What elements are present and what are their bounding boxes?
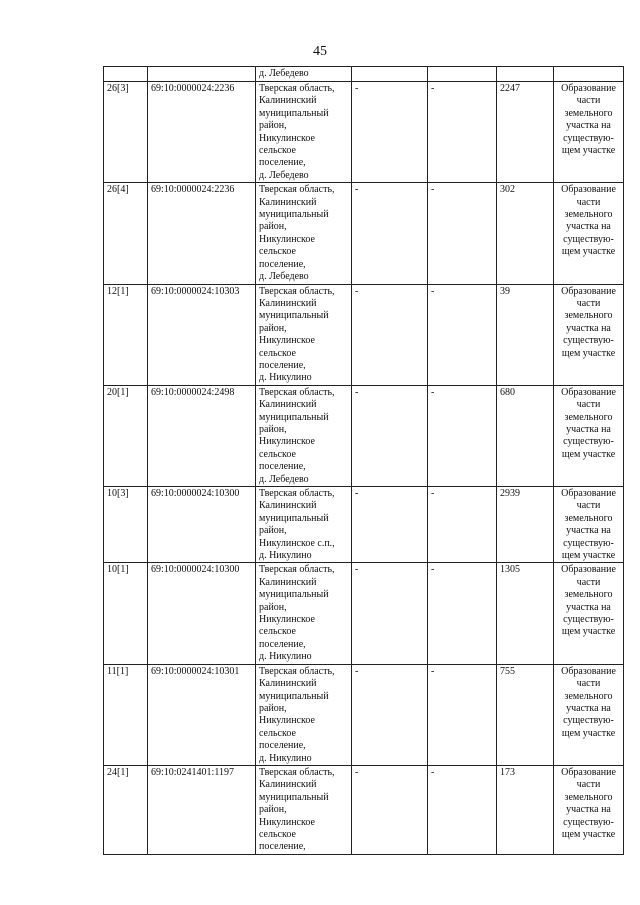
table-body xyxy=(104,67,624,855)
cell-purpose xyxy=(554,284,624,385)
cell-number: 24[1] xyxy=(104,765,148,854)
purpose-line: существую- xyxy=(563,537,614,549)
cell-number: 20[1] xyxy=(104,385,148,486)
cell-cadastral xyxy=(148,67,256,82)
address-line: Никулинское xyxy=(259,335,315,347)
address-line: Калининский xyxy=(259,196,317,208)
purpose-line: Образование xyxy=(561,665,616,677)
address-line: Тверская область, xyxy=(259,665,335,677)
address-line: поселение, xyxy=(259,359,306,371)
purpose-line: участка на xyxy=(566,221,611,233)
address-line: Никулинское xyxy=(259,614,315,626)
cell-area: 173 xyxy=(497,765,554,854)
page-number: 45 xyxy=(313,44,327,59)
address-line: Никулинское xyxy=(259,233,315,245)
address-line: д. Никулино xyxy=(259,372,312,384)
cell-col4: - xyxy=(352,563,428,664)
address-line: д. Лебедево xyxy=(259,473,309,485)
cell-col5: - xyxy=(428,487,497,563)
purpose-line: участка на xyxy=(566,525,611,537)
table-row xyxy=(104,563,624,664)
purpose-line: щем участке xyxy=(561,727,616,739)
purpose-line: участка на xyxy=(566,423,611,435)
address-line: сельское xyxy=(259,828,296,840)
purpose-line: части xyxy=(576,297,601,309)
address-line: район, xyxy=(259,525,287,537)
purpose-line: части xyxy=(576,95,601,107)
address-line: муниципальный xyxy=(259,791,329,803)
purpose-line: существую- xyxy=(563,715,614,727)
cell-address xyxy=(256,563,352,664)
cell-purpose xyxy=(554,385,624,486)
cell-cadastral: 69:10:0000024:2236 xyxy=(148,82,256,183)
cell-cadastral: 69:10:0241401:1197 xyxy=(148,765,256,854)
purpose-line: земельного xyxy=(564,690,613,702)
cell-cadastral: 69:10:0000024:10300 xyxy=(148,487,256,563)
cell-address xyxy=(256,765,352,854)
table-row xyxy=(104,82,624,183)
purpose-line: земельного xyxy=(564,791,613,803)
purpose-line: существую- xyxy=(563,436,614,448)
address-line: Калининский xyxy=(259,399,317,411)
cell-area: 1305 xyxy=(497,563,554,664)
address-line: муниципальный xyxy=(259,589,329,601)
address-line: Никулинское xyxy=(259,816,315,828)
cell-number: 10[3] xyxy=(104,487,148,563)
cell-purpose xyxy=(554,664,624,765)
purpose-line: земельного xyxy=(564,310,613,322)
address-line: Никулинское с.п., xyxy=(259,537,335,549)
cell-purpose xyxy=(554,67,624,82)
cell-col4: - xyxy=(352,183,428,284)
cell-col5: - xyxy=(428,664,497,765)
address-line: Никулинское xyxy=(259,436,315,448)
purpose-line: Образование xyxy=(561,184,616,196)
address-line: поселение, xyxy=(259,461,306,473)
address-line: поселение, xyxy=(259,157,306,169)
purpose-line: Образование xyxy=(561,488,616,499)
address-line: район, xyxy=(259,601,287,613)
address-line: муниципальный xyxy=(259,690,329,702)
purpose-line: существую- xyxy=(563,335,614,347)
cell-col5: - xyxy=(428,82,497,183)
purpose-line: части xyxy=(576,500,601,512)
purpose-line: земельного xyxy=(564,512,613,524)
address-line: поселение, xyxy=(259,258,306,270)
cell-col5: - xyxy=(428,183,497,284)
purpose-line: участка на xyxy=(566,804,611,816)
cell-number: 12[1] xyxy=(104,284,148,385)
table-row xyxy=(104,765,624,854)
cell-number: 11[1] xyxy=(104,664,148,765)
table-row xyxy=(104,487,624,563)
purpose-line: существую- xyxy=(563,614,614,626)
purpose-line: земельного xyxy=(564,411,613,423)
cell-address: д. Лебедево xyxy=(256,67,352,82)
cell-purpose xyxy=(554,765,624,854)
purpose-line: существую- xyxy=(563,816,614,828)
address-line: район, xyxy=(259,221,287,233)
address-line: Калининский xyxy=(259,95,317,107)
purpose-line: участка на xyxy=(566,322,611,334)
address-line: Калининский xyxy=(259,500,317,512)
purpose-line: Образование xyxy=(561,564,616,576)
purpose-line: щем участке xyxy=(561,448,616,460)
purpose-line: Образование xyxy=(561,766,616,778)
cell-col4: - xyxy=(352,82,428,183)
purpose-line: части xyxy=(576,576,601,588)
purpose-line: земельного xyxy=(564,107,613,119)
cell-area: 2939 xyxy=(497,487,554,563)
cell-purpose xyxy=(554,183,624,284)
address-line: сельское xyxy=(259,448,296,460)
purpose-line: щем участке xyxy=(561,550,616,562)
table-row xyxy=(104,284,624,385)
cell-purpose xyxy=(554,82,624,183)
purpose-line: щем участке xyxy=(561,828,616,840)
cell-address xyxy=(256,82,352,183)
cell-area: 680 xyxy=(497,385,554,486)
address-line: Тверская область, xyxy=(259,184,335,196)
address-line: сельское xyxy=(259,626,296,638)
cell-area: 755 xyxy=(497,664,554,765)
address-line: муниципальный xyxy=(259,209,329,221)
address-line: сельское xyxy=(259,145,296,157)
cell-address xyxy=(256,664,352,765)
address-line: Тверская область, xyxy=(259,83,335,94)
cell-col5 xyxy=(428,67,497,82)
cell-col4: - xyxy=(352,487,428,563)
address-line: д. Никулино xyxy=(259,651,312,663)
address-line: район, xyxy=(259,120,287,132)
cell-col5: - xyxy=(428,385,497,486)
cell-col4: - xyxy=(352,284,428,385)
cell-cadastral: 69:10:0000024:10301 xyxy=(148,664,256,765)
purpose-line: существую- xyxy=(563,132,614,144)
purpose-line: участка на xyxy=(566,601,611,613)
purpose-line: Образование xyxy=(561,386,616,398)
cell-number xyxy=(104,67,148,82)
purpose-line: щем участке xyxy=(561,626,616,638)
address-line: сельское xyxy=(259,727,296,739)
purpose-line: щем участке xyxy=(561,246,616,258)
address-line: Калининский xyxy=(259,678,317,690)
cell-col5: - xyxy=(428,284,497,385)
address-line: сельское xyxy=(259,347,296,359)
purpose-line: Образование xyxy=(561,83,616,94)
cell-purpose xyxy=(554,487,624,563)
address-line: район, xyxy=(259,804,287,816)
address-line: муниципальный xyxy=(259,411,329,423)
purpose-line: части xyxy=(576,779,601,791)
address-line: Калининский xyxy=(259,576,317,588)
address-line: поселение, xyxy=(259,740,306,752)
address-line: муниципальный xyxy=(259,107,329,119)
purpose-line: земельного xyxy=(564,209,613,221)
land-plots-table xyxy=(103,66,624,855)
purpose-line: части xyxy=(576,196,601,208)
address-line: Тверская область, xyxy=(259,285,335,297)
table-row xyxy=(104,183,624,284)
cell-address xyxy=(256,487,352,563)
cell-col4 xyxy=(352,67,428,82)
table-row-continuation xyxy=(104,67,624,82)
cell-col5: - xyxy=(428,563,497,664)
cell-col4: - xyxy=(352,765,428,854)
address-line: Тверская область, xyxy=(259,766,335,778)
cell-cadastral: 69:10:0000024:2498 xyxy=(148,385,256,486)
cell-address xyxy=(256,385,352,486)
purpose-line: щем участке xyxy=(561,145,616,157)
cell-number: 26[3] xyxy=(104,82,148,183)
cell-number: 10[1] xyxy=(104,563,148,664)
purpose-line: участка на xyxy=(566,702,611,714)
cell-purpose xyxy=(554,563,624,664)
cell-cadastral: 69:10:0000024:10303 xyxy=(148,284,256,385)
purpose-line: земельного xyxy=(564,589,613,601)
purpose-line: участка на xyxy=(566,120,611,132)
cell-area: 302 xyxy=(497,183,554,284)
purpose-line: части xyxy=(576,399,601,411)
cell-col4: - xyxy=(352,385,428,486)
address-line: д. Лебедево xyxy=(259,271,309,283)
address-line: Тверская область, xyxy=(259,564,335,576)
table-row xyxy=(104,385,624,486)
purpose-line: части xyxy=(576,678,601,690)
address-line: Калининский xyxy=(259,779,317,791)
address-line: муниципальный xyxy=(259,310,329,322)
address-line: д. Никулино xyxy=(259,550,312,562)
table-row xyxy=(104,664,624,765)
cell-address xyxy=(256,183,352,284)
cell-area: 39 xyxy=(497,284,554,385)
address-line: Тверская область, xyxy=(259,386,335,398)
cell-cadastral: 69:10:0000024:2236 xyxy=(148,183,256,284)
address-line: д. Лебедево xyxy=(259,169,309,181)
cell-area: 2247 xyxy=(497,82,554,183)
cell-address xyxy=(256,284,352,385)
address-line: сельское xyxy=(259,246,296,258)
cell-area xyxy=(497,67,554,82)
address-line: Никулинское xyxy=(259,132,315,144)
cell-cadastral: 69:10:0000024:10300 xyxy=(148,563,256,664)
address-line: район, xyxy=(259,423,287,435)
cell-col4: - xyxy=(352,664,428,765)
purpose-line: щем участке xyxy=(561,347,616,359)
cell-col5: - xyxy=(428,765,497,854)
address-line: район, xyxy=(259,702,287,714)
address-line: Тверская область, xyxy=(259,488,335,499)
address-line: район, xyxy=(259,322,287,334)
address-line: Калининский xyxy=(259,297,317,309)
address-line: муниципальный xyxy=(259,512,329,524)
address-line: Никулинское xyxy=(259,715,315,727)
address-line: поселение, xyxy=(259,841,306,853)
cell-number: 26[4] xyxy=(104,183,148,284)
purpose-line: Образование xyxy=(561,285,616,297)
address-line: поселение, xyxy=(259,638,306,650)
address-line: д. Никулино xyxy=(259,752,312,764)
purpose-line: существую- xyxy=(563,233,614,245)
